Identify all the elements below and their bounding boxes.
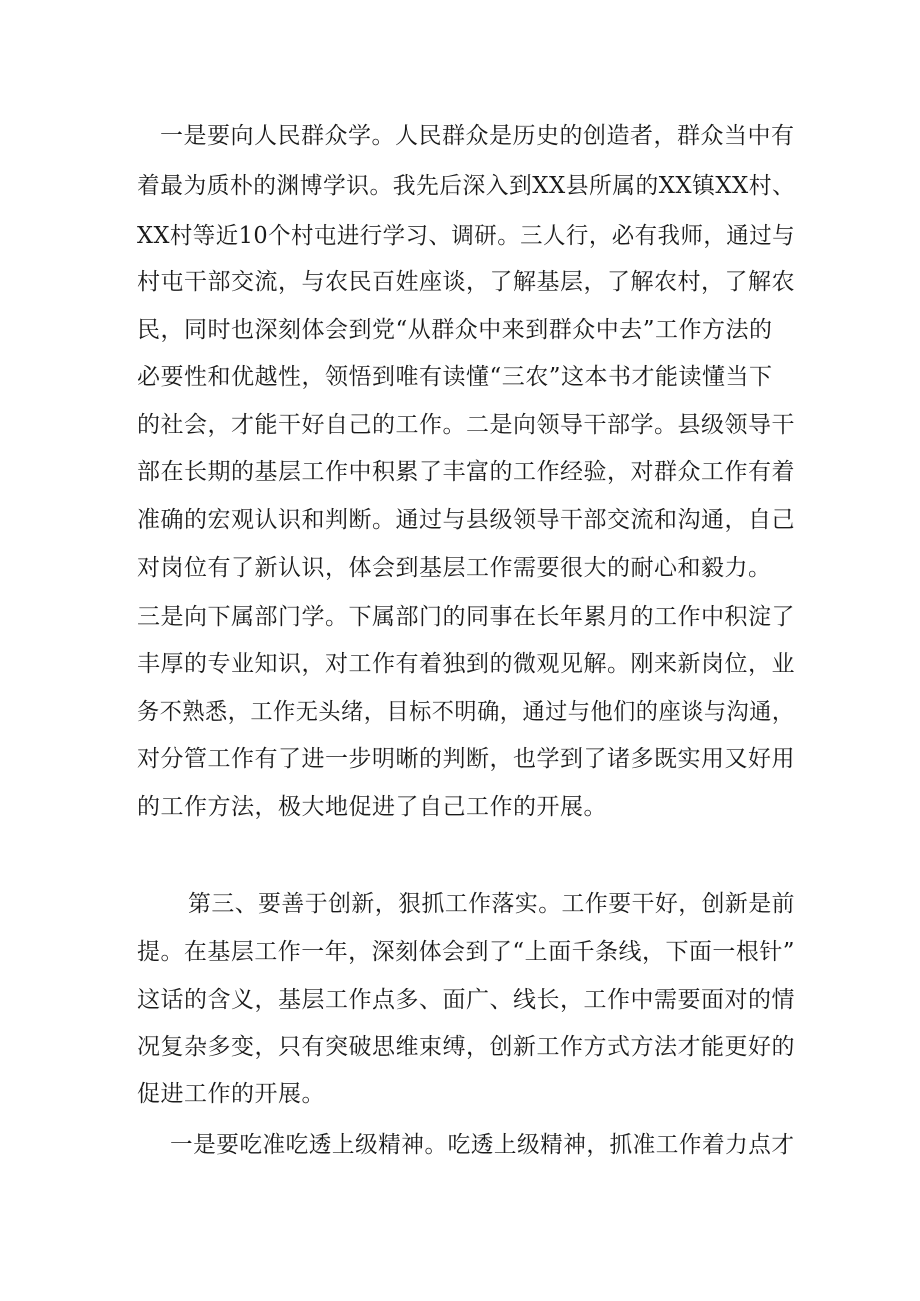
text-line	[0, 116, 920, 156]
text-line	[0, 310, 920, 350]
text-line	[0, 405, 920, 445]
text-line	[0, 500, 920, 540]
line-text: 丰厚的专业知识，对工作有着独到的微观见解。刚来新岗位，业	[137, 651, 795, 677]
text-line	[0, 452, 920, 492]
line-text: 村屯干部交流，与农民百姓座谈，了解基层，了解农村，了解农	[137, 269, 795, 295]
line-text: 部在长期的基层工作中积累了丰富的工作经验，对群众工作有着	[137, 459, 795, 485]
line-text: 准确的宏观认识和判断。通过与县级领导干部交流和沟通，自己	[137, 507, 795, 533]
line-text: 的社会，才能干好自己的工作。二是向领导干部学。县级领导干	[137, 412, 795, 438]
line-text: 着最为质朴的渊博学识。我先后深入到XX县所属的XX镇XX村、	[137, 173, 796, 199]
line-text: 三是向下属部门学。下属部门的同事在长年累月的工作中积淀了	[137, 604, 795, 630]
line-text: 提。在基层工作一年，深刻体会到了“上面千条线，下面一根针”	[137, 939, 796, 965]
line-text: 对岗位有了新认识，体会到基层工作需要很大的耐心和毅力。	[137, 555, 772, 581]
line-text: 务不熟悉，工作无头绪，目标不明确，通过与他们的座谈与沟通，	[137, 699, 795, 725]
line-text: 必要性和优越性，领悟到唯有读懂“三农”这本书才能读懂当下	[137, 364, 773, 390]
text-line	[0, 787, 920, 827]
text-line	[0, 357, 920, 397]
text-line	[0, 1074, 920, 1114]
text-line	[0, 644, 920, 684]
text-line	[0, 1125, 920, 1165]
text-line	[0, 166, 920, 206]
text-line	[0, 548, 920, 588]
line-text: 的工作方法，极大地促进了自己工作的开展。	[137, 794, 607, 820]
text-line	[0, 216, 920, 256]
line-text: 民，同时也深刻体会到党“从群众中来到群众中去”工作方法的	[137, 317, 773, 343]
line-text: XX村等近10个村屯进行学习、调研。三人行，必有我师，通过与	[137, 223, 796, 249]
text-line	[0, 884, 920, 924]
text-line	[0, 739, 920, 779]
text-line	[0, 262, 920, 302]
text-line	[0, 1027, 920, 1067]
text-line	[0, 980, 920, 1020]
line-text: 促进工作的开展。	[137, 1081, 325, 1107]
text-line	[0, 692, 920, 732]
line-text: 对分管工作有了进一步明晰的判断，也学到了诸多既实用又好用	[137, 746, 795, 772]
line-text: 这话的含义，基层工作点多、面广、线长，工作中需要面对的情	[137, 987, 795, 1013]
line-text: 一是要吃准吃透上级精神。吃透上级精神，抓准工作着力点才	[170, 1132, 795, 1158]
line-text: 第三、要善于创新，狠抓工作落实。工作要干好，创新是前	[188, 891, 796, 917]
line-text: 一是要向人民群众学。人民群众是历史的创造者，群众当中有	[160, 123, 795, 149]
text-line	[0, 597, 920, 637]
line-text: 况复杂多变，只有突破思维束缚，创新工作方式方法才能更好的	[137, 1034, 795, 1060]
text-line	[0, 932, 920, 972]
